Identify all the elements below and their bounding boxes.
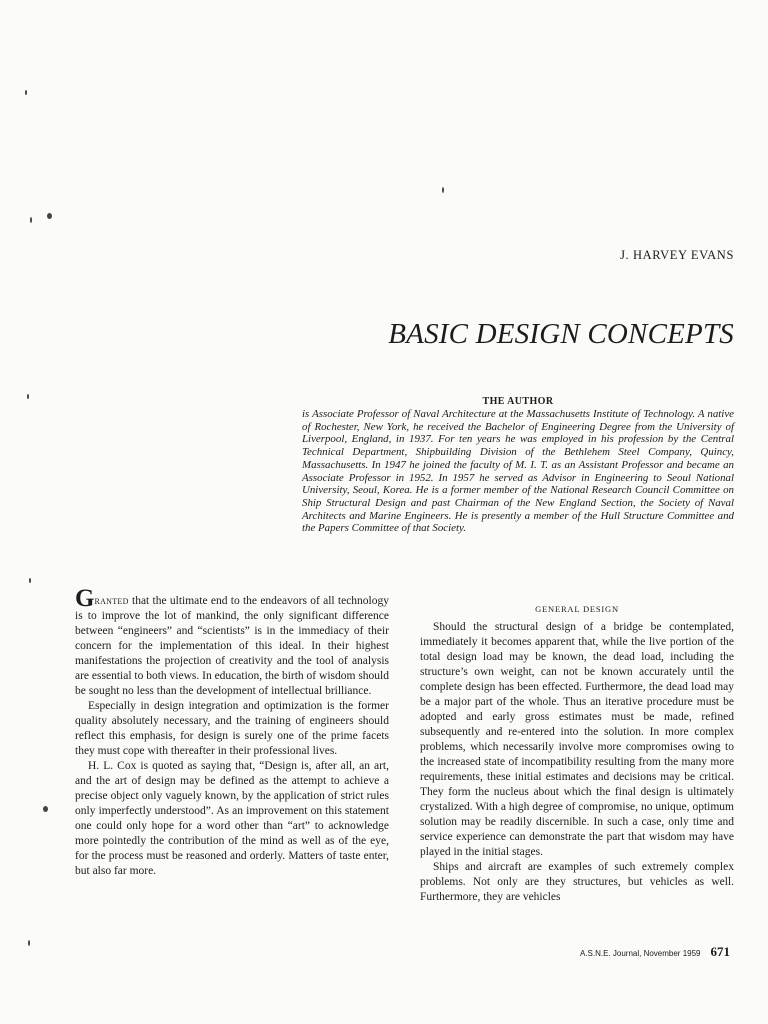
author-bio: is Associate Professor of Naval Architecture at the Massachusetts Institute of Technology. A native of Rochester, New York, he received the Bachelor of Engineering Degree from the University of Liverpool, England, in 1937. For ten years he was employed in his profession by the Central Technical Department, Shipbuilding Division of the Bethlehem Steel Company, Quincy, Massachusetts. In 1947 he joined the faculty of M. I. T. as an Assistant Professor and became an Associate Professor in 1952. In 1957 he served as Advisor in Engineering to Seoul National University, Seoul, Korea. He is a former member of the National Research Council Committee on Ship Structural Design and past Chairman of the New England Section, the Society of Naval Architects and Marine Engineers. He is presently a member of the Hull Structure Committee and the Papers Committee of that Society. [302, 408, 734, 535]
intro-paragraph [75, 585, 389, 699]
intro-paragraph-text: that the ultimate end to the endeavors of all technology is to improve the lot of mankind, the only significant difference between “engineers” and “scientists” is in the immediacy of their concern for the implementation of this ideal. In their highest manifestations the projection of creativity and the tool of analysis are essential to both views. In education, the birth of wisdom should be sought no less than the development of intellectual brilliance. [75, 595, 389, 697]
article-title: BASIC DESIGN CONCEPTS [388, 318, 734, 350]
about-author-heading: THE AUTHOR [482, 396, 554, 407]
drop-cap: G [75, 585, 95, 612]
scan-speck [442, 187, 444, 193]
scan-speck [27, 394, 29, 399]
body-paragraph: Ships and aircraft are examples of such extremely complex problems. Not only are they structures, but vehicles as well. Furthermore, they are vehicles [420, 861, 734, 903]
section-heading: GENERAL DESIGN [535, 604, 619, 614]
scan-speck [29, 578, 31, 583]
page-number: 671 [710, 944, 730, 959]
left-column [75, 585, 389, 879]
scan-speck [30, 217, 32, 223]
scan-speck [25, 90, 27, 95]
scan-speck [47, 213, 52, 219]
right-column [420, 592, 734, 905]
scan-speck [28, 940, 30, 946]
body-paragraph: Especially in design integration and optimization is the former quality absolutely necessary, and the training of engineers should reflect this emphasis, for design is surely one of the prime facets they must cope with thereafter in their professional lives. [75, 700, 389, 757]
about-author-section [302, 396, 734, 535]
lead-in-word: ranted [94, 595, 129, 607]
scan-speck [43, 806, 48, 812]
page-footer [580, 944, 730, 960]
journal-citation: A.S.N.E. Journal, November 1959 [579, 949, 701, 958]
author-name: J. HARVEY EVANS [620, 248, 734, 262]
body-paragraph: H. L. Cox is quoted as saying that, “Design is, after all, an art, and the art of design may be defined as the attempt to achieve a precise object only vaguely known, by the application of strict rules only imperfectly understood”. As an improvement on this statement one could only hope for a word other than “art” to acknowledge more pointedly the contribution of the mind as well as of the eye, for the process must be reasoned and orderly. Matters of taste enter, but also far more. [75, 760, 389, 877]
body-paragraph: Should the structural design of a bridge be contemplated, immediately it becomes apparent that, while the live portion of the total design load may be known, the dead load, including the structure’s own weight, can not be known accurately until the complete design has been effected. Furthermore, the dead load may be a major part of the whole. Thus an iterative procedure must be adopted and early gross estimates must be made, refined subsequently and re-entered into the solution. In more complex problems, which necessarily involve more compromises owing to the increased state of incompatibility resulting from the many more requirements, these initial estimates and decisions may be critical. They form the nucleus about which the final design is ultimately crystalized. With a high degree of compromise, no unique, optimum solution may be readily discernible. In such a case, only time and service experience can demonstrate the part that wisdom may have played in the initial stages. [420, 621, 734, 858]
